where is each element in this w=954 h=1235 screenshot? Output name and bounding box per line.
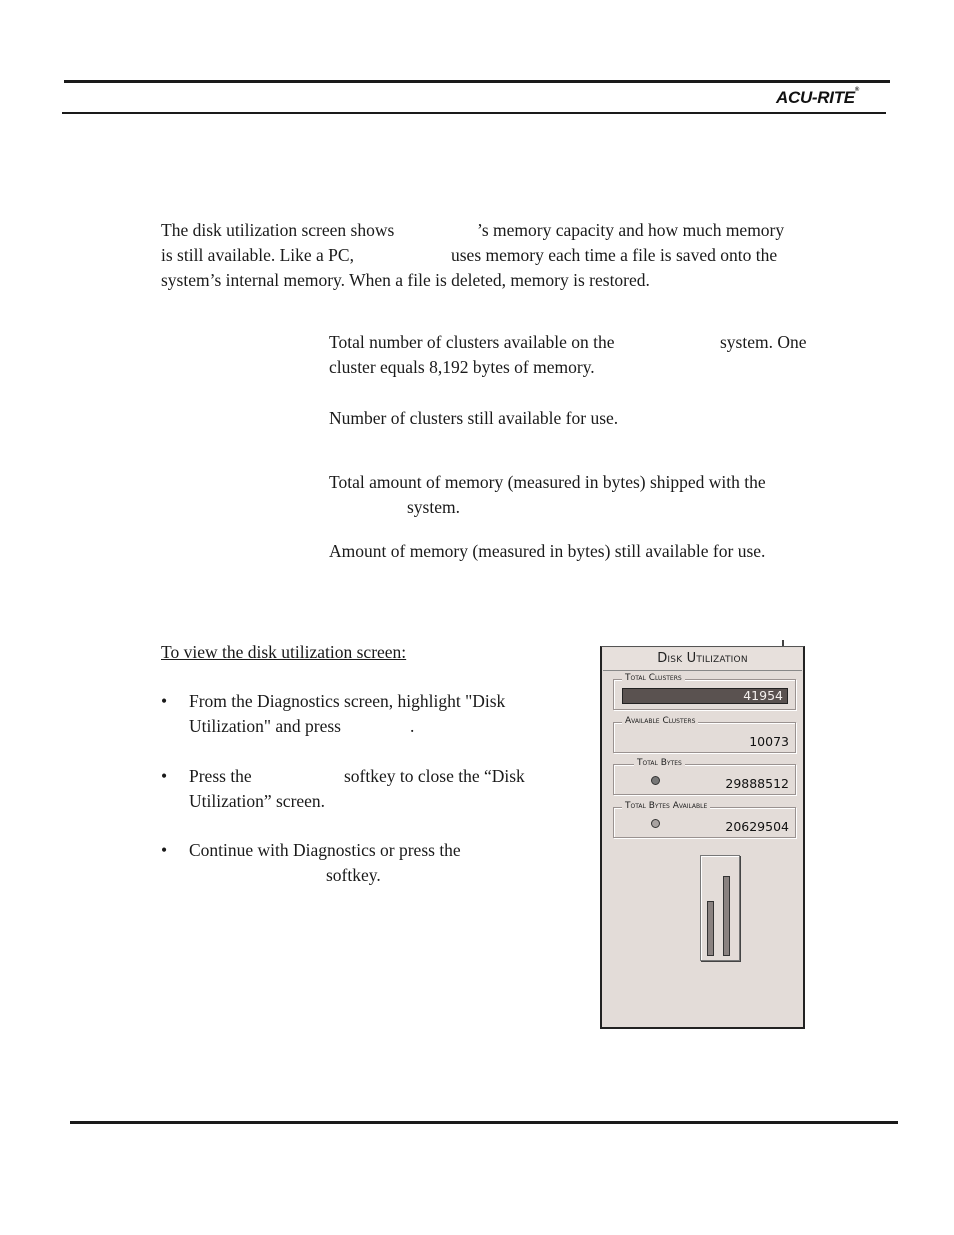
disk-usage-bar-chart — [700, 855, 740, 961]
step-2-bullet: • — [161, 766, 168, 786]
available-clusters-label: Available Clusters — [622, 715, 698, 727]
total-bytes-available-value: 20629504 — [725, 819, 789, 834]
total-bytes-available-group — [613, 801, 796, 838]
step-2-line-2: Utilization” screen. — [189, 791, 326, 811]
step-2-line-1-cont: softkey to close the “Disk — [344, 766, 525, 786]
acu-rite-logo: ACU-RITE® — [776, 87, 859, 107]
total-bytes-available-led-icon — [651, 819, 660, 828]
def-total-bytes-line-1: Total amount of memory (measured in bytes) shipped with the — [329, 472, 766, 492]
def-total-clusters-line-1-cont: system. One — [720, 332, 807, 352]
intro-line-2-cont: uses memory each time a file is saved onto the — [451, 245, 778, 265]
available-clusters-value: 10073 — [749, 734, 789, 749]
disk-utilization-panel — [600, 646, 805, 1029]
intro-line-2: is still available. Like a PC, uses memory each time a file is saved onto the — [161, 243, 354, 268]
available-bytes-bar — [707, 901, 714, 956]
total-clusters-label: Total Clusters — [622, 672, 685, 684]
def-total-bytes-available: Amount of memory (measured in bytes) still available for use. — [329, 541, 766, 561]
step-1-bullet: • — [161, 691, 168, 711]
total-bytes-bar — [723, 876, 730, 956]
step-1-line-2-end: . — [410, 716, 415, 736]
step-3-line-2: softkey. — [326, 865, 381, 885]
panel-title: Disk Utilization — [603, 648, 802, 671]
step-3-bullet: • — [161, 840, 168, 860]
header-top-rule — [64, 80, 890, 83]
total-clusters-group — [613, 673, 796, 710]
total-bytes-label: Total Bytes — [634, 757, 685, 769]
footer-rule — [70, 1121, 898, 1124]
def-total-bytes-line-2: system. — [407, 497, 460, 517]
intro-line-1-cont: ’s memory capacity and how much memory — [477, 220, 785, 240]
total-clusters-highlight[interactable] — [622, 688, 788, 704]
available-clusters-group — [613, 716, 796, 753]
step-2-line-1: Press the softkey to close the “Disk — [189, 764, 252, 789]
total-clusters-value: 41954 — [743, 688, 783, 703]
total-bytes-group — [613, 758, 796, 795]
total-bytes-value: 29888512 — [725, 776, 789, 791]
header-bottom-rule — [62, 112, 886, 114]
procedure-heading: To view the disk utilization screen: — [161, 642, 407, 662]
intro-line-1: The disk utilization screen shows ’s memory capacity and how much memory — [161, 218, 394, 243]
step-3-line-1: Continue with Diagnostics or press the — [189, 840, 461, 860]
def-total-clusters-line-1: Total number of clusters available on the system. One — [329, 330, 615, 355]
intro-line-3: system’s internal memory. When a file is deleted, memory is restored. — [161, 270, 650, 290]
def-available-clusters: Number of clusters still available for use. — [329, 408, 619, 428]
def-total-clusters-line-2: cluster equals 8,192 bytes of memory. — [329, 357, 595, 377]
step-1-line-2: Utilization" and press . — [189, 714, 341, 739]
step-1-line-1: From the Diagnostics screen, highlight "Disk — [189, 691, 506, 711]
total-bytes-available-label: Total Bytes Available — [622, 800, 710, 812]
total-bytes-led-icon — [651, 776, 660, 785]
